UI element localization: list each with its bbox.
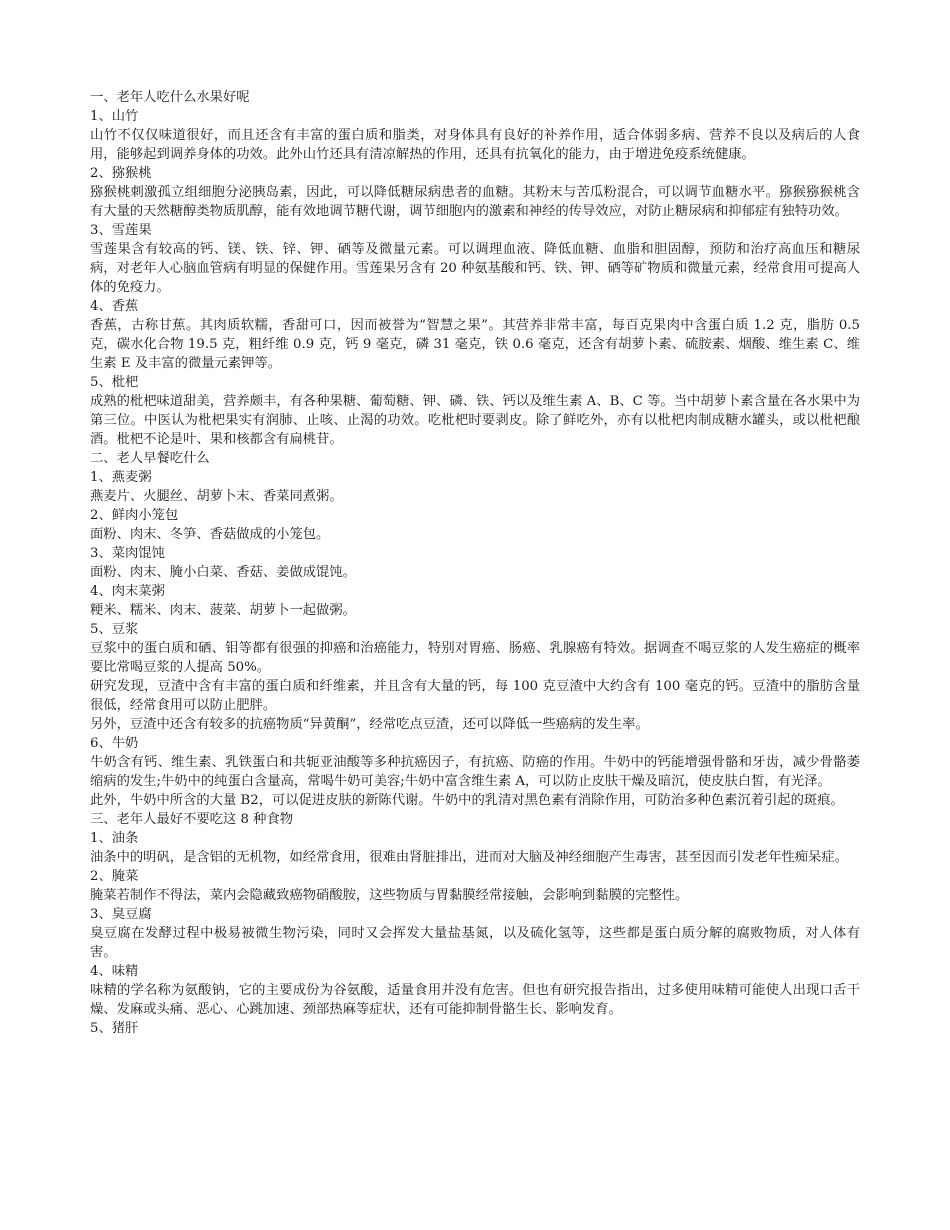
section-heading: 一、老年人吃什么水果好呢	[90, 90, 250, 105]
paragraph: 臭豆腐在发酵过程中极易被微生物污染，同时又会挥发大量盐基氮，以及硫化氢等，这些都是蛋白质分解的腐败物质，对人体有害。	[90, 926, 860, 960]
paragraph: 腌菜若制作不得法，菜内会隐藏致癌物硝酸胺，这些物质与胃黏膜经常接触，会影响到黏膜的完整性。	[90, 888, 689, 903]
paragraph: 燕麦片、火腿丝、胡萝卜末、香菜同煮粥。	[90, 489, 343, 504]
paragraph: 山竹不仅仅味道很好，而且还含有丰富的蛋白质和脂类，对身体具有良好的补养作用，适合体弱多病、营养不良以及病后的人食用，能够起到调养身体的功效。此外山竹还具有清凉解热的作用，还具有抗氧化的能力，由于增进免疫系统健康。	[90, 128, 860, 162]
paragraph: 粳米、糯米、肉末、菠菜、胡萝卜一起做粥。	[90, 603, 356, 618]
paragraph: 研究发现，豆渣中含有丰富的蛋白质和纤维素，并且含有大量的钙，每 100 克豆渣中大约含有 100 毫克的钙。豆渣中的脂肪含量很低，经常食用可以防止肥胖。	[90, 679, 860, 713]
paragraph: 牛奶含有钙、维生素、乳铁蛋白和共轭亚油酸等多种抗癌因子，有抗癌、防癌的作用。牛奶中的钙能增强骨骼和牙齿，减少骨骼萎缩病的发生;牛奶中的纯蛋白含量高，常喝牛奶可美容;牛奶中富含维生素 A，可以防止皮肤干燥及暗沉，使皮肤白皙，有光泽。	[90, 755, 860, 789]
paragraph: 面粉、肉末、冬笋、香菇做成的小笼包。	[90, 527, 330, 542]
paragraph: 油条中的明矾，是含铝的无机物，如经常食用，很难由肾脏排出，进而对大脑及神经细胞产生毒害，甚至因而引发老年性痴呆症。	[90, 850, 848, 865]
paragraph: 面粉、肉末、腌小白菜、香菇、姜做成馄饨。	[90, 565, 356, 580]
item-heading: 4、肉末菜粥	[90, 584, 165, 599]
item-heading: 4、香蕉	[90, 299, 139, 314]
item-heading: 5、猪肝	[90, 1021, 139, 1036]
paragraph: 猕猴桃刺激孤立组细胞分泌胰岛素，因此，可以降低糖尿病患者的血糖。其粉末与苦瓜粉混合，可以调节血糖水平。猕猴猕猴桃含有大量的天然糖醇类物质肌醇，能有效地调节糖代谢，调节细胞内的激素和神经的传导效应，对防止糖尿病和抑郁症有独特功效。	[90, 185, 860, 219]
document-body	[90, 88, 860, 1038]
item-heading: 5、枇杷	[90, 375, 139, 390]
item-heading: 3、菜肉馄饨	[90, 546, 165, 561]
paragraph: 味精的学名称为氨酸钠，它的主要成份为谷氨酸，适量食用并没有危害。但也有研究报告指出，过多使用味精可能使人出现口舌干燥、发麻或头痛、恶心、心跳加速、颈部热麻等症状，还有可能抑制骨骼生长、影响发育。	[90, 983, 860, 1017]
section-heading: 二、老人早餐吃什么	[90, 451, 210, 466]
item-heading: 2、猕猴桃	[90, 166, 152, 181]
item-heading: 2、腌菜	[90, 869, 139, 884]
paragraph: 雪莲果含有较高的钙、镁、铁、锌、钾、硒等及微量元素。可以调理血液、降低血糖、血脂和胆固醇，预防和治疗高血压和糖尿病，对老年人心脑血管病有明显的保健作用。雪莲果另含有 20 种氨基酸和钙、铁、钾、硒等矿物质和微量元素，经常食用可提高人体的免疫力。	[90, 242, 860, 295]
item-heading: 1、油条	[90, 831, 139, 846]
paragraph: 此外，牛奶中所含的大量 B2，可以促进皮肤的新陈代谢。牛奶中的乳清对黑色素有消除作用，可防治多种色素沉着引起的斑痕。	[90, 793, 844, 808]
paragraph: 豆浆中的蛋白质和硒、钼等都有很强的抑癌和治癌能力，特别对胃癌、肠癌、乳腺癌有特效。据调查不喝豆浆的人发生癌症的概率要比常喝豆浆的人提高 50%。	[90, 641, 860, 675]
section-heading: 三、老年人最好不要吃这 8 种食物	[90, 812, 294, 827]
item-heading: 6、牛奶	[90, 736, 139, 751]
paragraph: 香蕉，古称甘蕉。其肉质软糯，香甜可口，因而被誉为“智慧之果”。其营养非常丰富，每百克果肉中含蛋白质 1.2 克，脂肪 0.5 克，碳水化合物 19.5 克，粗纤维 0.9 克，钙 9 毫克，磷 31 毫克，铁 0.6 毫克，还含有胡萝卜素、硫胺素、烟酸、维生素 C、维生素 E 及丰富的微量元素钾等。	[90, 318, 860, 371]
item-heading: 1、燕麦粥	[90, 470, 152, 485]
item-heading: 1、山竹	[90, 109, 139, 124]
item-heading: 3、雪莲果	[90, 223, 152, 238]
item-heading: 5、豆浆	[90, 622, 139, 637]
item-heading: 4、味精	[90, 964, 139, 979]
paragraph: 另外，豆渣中还含有较多的抗癌物质“异黄酮”，经常吃点豆渣，还可以降低一些癌病的发生率。	[90, 717, 649, 732]
item-heading: 2、鲜肉小笼包	[90, 508, 179, 523]
paragraph: 成熟的枇杷味道甜美，营养颇丰，有各种果糖、葡萄糖、钾、磷、铁、钙以及维生素 A、B、C 等。当中胡萝卜素含量在各水果中为第三位。中医认为枇杷果实有润肺、止咳、止渴的功效。吃枇杷时要剥皮。除了鲜吃外，亦有以枇杷肉制成糖水罐头，或以枇杷酿酒。枇杷不论是叶、果和核都含有扁桃苷。	[90, 394, 860, 447]
item-heading: 3、臭豆腐	[90, 907, 152, 922]
